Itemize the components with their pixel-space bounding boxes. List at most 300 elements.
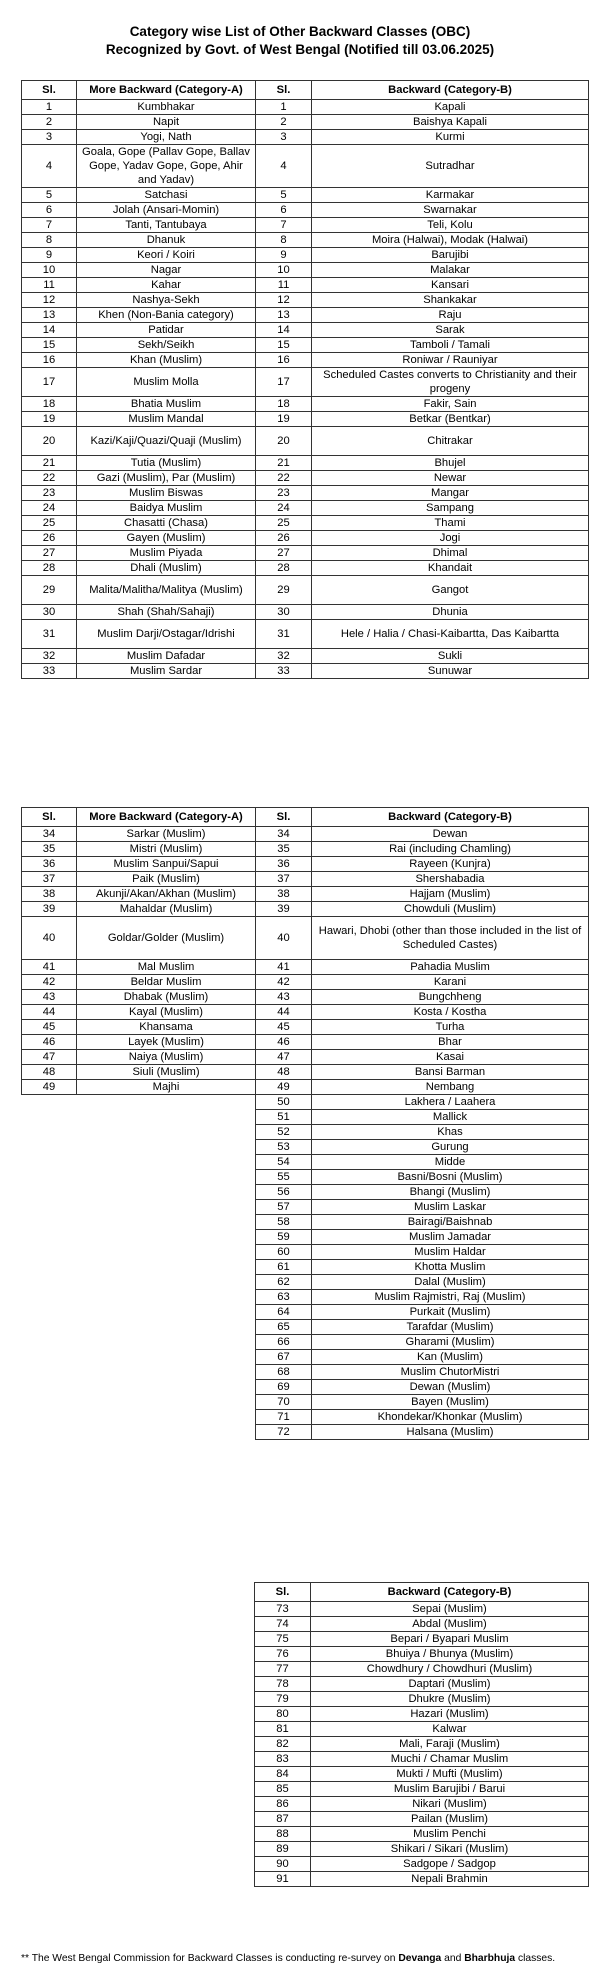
table-row	[22, 353, 589, 368]
empty-cell	[77, 1140, 256, 1155]
category-b-entry: Bansi Barman	[312, 1065, 589, 1080]
sl-number-a: 24	[22, 501, 77, 516]
table-row	[255, 1692, 589, 1707]
table-row	[22, 1320, 589, 1335]
category-b-entry: Mali, Faraji (Muslim)	[311, 1737, 589, 1752]
category-a-entry: Muslim Piyada	[77, 546, 256, 561]
category-b-entry: Khandait	[312, 561, 589, 576]
table-row	[22, 1410, 589, 1425]
sl-header: Sl.	[255, 1583, 311, 1602]
sl-number-b: 39	[256, 902, 312, 917]
category-a-entry: Muslim Biswas	[77, 486, 256, 501]
table-row	[22, 887, 589, 902]
category-b-entry: Purkait (Muslim)	[312, 1305, 589, 1320]
sl-number-b: 81	[255, 1722, 311, 1737]
sl-number-b: 22	[256, 471, 312, 486]
sl-number-a: 3	[22, 130, 77, 145]
category-b-entry: Khotta Muslim	[312, 1260, 589, 1275]
sl-number-b: 59	[256, 1230, 312, 1245]
empty-cell	[22, 1260, 77, 1275]
category-b-entry: Teli, Kolu	[312, 218, 589, 233]
category-b-entry: Dewan (Muslim)	[312, 1380, 589, 1395]
sl-number-b: 47	[256, 1050, 312, 1065]
empty-cell	[22, 1245, 77, 1260]
footnote-text: classes.	[515, 1953, 556, 1964]
sl-number-a: 15	[22, 338, 77, 353]
table-row	[22, 1035, 589, 1050]
sl-number-a: 47	[22, 1050, 77, 1065]
category-b-entry: Kasai	[312, 1050, 589, 1065]
sl-number-b: 68	[256, 1365, 312, 1380]
sl-number-b: 62	[256, 1275, 312, 1290]
category-b-entry: Tamboli / Tamali	[312, 338, 589, 353]
sl-number-a: 49	[22, 1080, 77, 1095]
category-b-entry: Chitrakar	[312, 427, 589, 456]
category-b-entry: Dhukre (Muslim)	[311, 1692, 589, 1707]
category-a-entry: Nagar	[77, 263, 256, 278]
sl-number-b: 75	[255, 1632, 311, 1647]
category-a-entry: Kazi/Kaji/Quazi/Quaji (Muslim)	[77, 427, 256, 456]
sl-number-b: 90	[255, 1857, 311, 1872]
sl-number-b: 23	[256, 486, 312, 501]
table-row	[22, 471, 589, 486]
sl-number-b: 32	[256, 649, 312, 664]
table-row	[255, 1752, 589, 1767]
sl-number-a: 14	[22, 323, 77, 338]
sl-number-a: 6	[22, 203, 77, 218]
empty-cell	[77, 1170, 256, 1185]
sl-number-b: 69	[256, 1380, 312, 1395]
category-a-entry: Muslim Molla	[77, 368, 256, 397]
empty-cell	[22, 1215, 77, 1230]
sl-number-a: 35	[22, 842, 77, 857]
table-row	[22, 872, 589, 887]
obc-table-part-3	[254, 1582, 589, 1887]
category-a-entry: Napit	[77, 115, 256, 130]
table-row	[22, 1065, 589, 1080]
table-row	[255, 1827, 589, 1842]
table-row	[22, 561, 589, 576]
sl-number-b: 12	[256, 293, 312, 308]
sl-number-b: 70	[256, 1395, 312, 1410]
category-a-entry: Mistri (Muslim)	[77, 842, 256, 857]
sl-number-a: 44	[22, 1005, 77, 1020]
category-b-entry: Turha	[312, 1020, 589, 1035]
category-a-entry: Yogi, Nath	[77, 130, 256, 145]
category-b-entry: Gurung	[312, 1140, 589, 1155]
category-a-entry: Dhabak (Muslim)	[77, 990, 256, 1005]
sl-number-b: 18	[256, 397, 312, 412]
sl-number-b: 7	[256, 218, 312, 233]
category-a-entry: Kayal (Muslim)	[77, 1005, 256, 1020]
category-b-entry: Kosta / Kostha	[312, 1005, 589, 1020]
sl-number-b: 1	[256, 100, 312, 115]
table-row	[22, 1005, 589, 1020]
table-row	[22, 1425, 589, 1440]
category-b-header: Backward (Category-B)	[311, 1583, 589, 1602]
category-b-entry: Pailan (Muslim)	[311, 1812, 589, 1827]
sl-header: Sl.	[256, 81, 312, 100]
empty-cell	[22, 1335, 77, 1350]
table-row	[22, 1200, 589, 1215]
empty-cell	[22, 1380, 77, 1395]
category-a-entry: Shah (Shah/Sahaji)	[77, 605, 256, 620]
sl-number-a: 21	[22, 456, 77, 471]
sl-number-b: 79	[255, 1692, 311, 1707]
sl-number-b: 51	[256, 1110, 312, 1125]
category-b-entry: Gharami (Muslim)	[312, 1335, 589, 1350]
category-a-entry: Kahar	[77, 278, 256, 293]
category-b-entry: Sutradhar	[312, 145, 589, 188]
empty-cell	[77, 1185, 256, 1200]
category-b-entry: Barujibi	[312, 248, 589, 263]
sl-number-b: 26	[256, 531, 312, 546]
category-b-entry: Basni/Bosni (Muslim)	[312, 1170, 589, 1185]
sl-number-b: 56	[256, 1185, 312, 1200]
sl-number-a: 34	[22, 827, 77, 842]
category-a-entry: Tutia (Muslim)	[77, 456, 256, 471]
table-row	[22, 975, 589, 990]
sl-number-a: 33	[22, 664, 77, 679]
category-b-entry: Bhujel	[312, 456, 589, 471]
sl-number-a: 2	[22, 115, 77, 130]
sl-number-b: 36	[256, 857, 312, 872]
category-a-entry: Malita/Malitha/Malitya (Muslim)	[77, 576, 256, 605]
empty-cell	[77, 1155, 256, 1170]
category-b-entry: Khas	[312, 1125, 589, 1140]
table-row	[22, 1290, 589, 1305]
category-b-entry: Bayen (Muslim)	[312, 1395, 589, 1410]
category-a-entry: Chasatti (Chasa)	[77, 516, 256, 531]
sl-number-b: 14	[256, 323, 312, 338]
category-b-entry: Lakhera / Laahera	[312, 1095, 589, 1110]
sl-number-a: 20	[22, 427, 77, 456]
category-b-entry: Swarnakar	[312, 203, 589, 218]
table-row	[22, 990, 589, 1005]
empty-cell	[77, 1395, 256, 1410]
sl-number-a: 27	[22, 546, 77, 561]
category-b-entry: Muslim Barujibi / Barui	[311, 1782, 589, 1797]
table-row	[22, 278, 589, 293]
table-row	[22, 917, 589, 960]
empty-cell	[22, 1305, 77, 1320]
category-a-entry: Muslim Sanpui/Sapui	[77, 857, 256, 872]
sl-number-a: 10	[22, 263, 77, 278]
sl-number-a: 40	[22, 917, 77, 960]
category-a-entry: Goldar/Golder (Muslim)	[77, 917, 256, 960]
category-a-entry: Muslim Dafadar	[77, 649, 256, 664]
category-b-entry: Nepali Brahmin	[311, 1872, 589, 1887]
sl-number-b: 63	[256, 1290, 312, 1305]
footnote-class-devanga: Devanga	[398, 1953, 442, 1964]
category-a-entry: Khan (Muslim)	[77, 353, 256, 368]
category-b-entry: Khondekar/Khonkar (Muslim)	[312, 1410, 589, 1425]
category-b-entry: Kansari	[312, 278, 589, 293]
category-a-entry: Goala, Gope (Pallav Gope, Ballav Gope, Yadav Gope, Gope, Ahir and Yadav)	[77, 145, 256, 188]
sl-number-b: 53	[256, 1140, 312, 1155]
category-b-entry: Rai (including Chamling)	[312, 842, 589, 857]
category-a-entry: Naiya (Muslim)	[77, 1050, 256, 1065]
table-row	[255, 1707, 589, 1722]
category-b-entry: Kalwar	[311, 1722, 589, 1737]
sl-number-b: 58	[256, 1215, 312, 1230]
category-b-entry: Dewan	[312, 827, 589, 842]
table-header-row	[255, 1583, 589, 1602]
sl-number-b: 48	[256, 1065, 312, 1080]
table-row	[22, 427, 589, 456]
empty-cell	[22, 1275, 77, 1290]
table-row	[255, 1722, 589, 1737]
empty-cell	[22, 1425, 77, 1440]
sl-number-b: 76	[255, 1647, 311, 1662]
category-a-header: More Backward (Category-A)	[77, 808, 256, 827]
category-b-entry: Moira (Halwai), Modak (Halwai)	[312, 233, 589, 248]
category-b-entry: Malakar	[312, 263, 589, 278]
category-b-entry: Sampang	[312, 501, 589, 516]
table-row	[255, 1857, 589, 1872]
empty-cell	[22, 1350, 77, 1365]
table-row	[22, 323, 589, 338]
table-row	[22, 1095, 589, 1110]
sl-number-b: 87	[255, 1812, 311, 1827]
category-b-entry: Chowduli (Muslim)	[312, 902, 589, 917]
category-b-entry: Muslim Penchi	[311, 1827, 589, 1842]
sl-number-b: 42	[256, 975, 312, 990]
category-a-header: More Backward (Category-A)	[77, 81, 256, 100]
category-b-entry: Chowdhury / Chowdhuri (Muslim)	[311, 1662, 589, 1677]
sl-number-a: 30	[22, 605, 77, 620]
table-row	[255, 1677, 589, 1692]
sl-number-b: 55	[256, 1170, 312, 1185]
category-a-entry: Mal Muslim	[77, 960, 256, 975]
sl-number-b: 5	[256, 188, 312, 203]
sl-header: Sl.	[22, 81, 77, 100]
category-b-entry: Tarafdar (Muslim)	[312, 1320, 589, 1335]
sl-number-b: 38	[256, 887, 312, 902]
sl-number-a: 31	[22, 620, 77, 649]
table-header-row	[22, 81, 589, 100]
sl-number-b: 86	[255, 1797, 311, 1812]
category-b-entry: Daptari (Muslim)	[311, 1677, 589, 1692]
sl-number-a: 28	[22, 561, 77, 576]
sl-header: Sl.	[256, 808, 312, 827]
sl-number-b: 4	[256, 145, 312, 188]
table-row	[255, 1632, 589, 1647]
sl-number-a: 11	[22, 278, 77, 293]
category-b-entry: Shankakar	[312, 293, 589, 308]
sl-number-a: 13	[22, 308, 77, 323]
table-row	[22, 188, 589, 203]
sl-number-b: 8	[256, 233, 312, 248]
table-row	[22, 203, 589, 218]
category-b-entry: Mukti / Mufti (Muslim)	[311, 1767, 589, 1782]
sl-number-a: 29	[22, 576, 77, 605]
category-b-entry: Muchi / Chamar Muslim	[311, 1752, 589, 1767]
table-row	[22, 842, 589, 857]
table-row	[22, 1335, 589, 1350]
category-a-entry: Akunji/Akan/Akhan (Muslim)	[77, 887, 256, 902]
category-a-entry: Siuli (Muslim)	[77, 1065, 256, 1080]
sl-number-b: 50	[256, 1095, 312, 1110]
table-header-row	[22, 808, 589, 827]
sl-header: Sl.	[22, 808, 77, 827]
empty-cell	[77, 1110, 256, 1125]
sl-number-b: 19	[256, 412, 312, 427]
table-row	[22, 115, 589, 130]
category-b-entry: Muslim Laskar	[312, 1200, 589, 1215]
sl-number-a: 4	[22, 145, 77, 188]
table-row	[22, 546, 589, 561]
category-b-entry: Bhar	[312, 1035, 589, 1050]
category-b-entry: Hajjam (Muslim)	[312, 887, 589, 902]
footnote	[21, 1952, 591, 1965]
table-row	[22, 1125, 589, 1140]
category-b-entry: Dhunia	[312, 605, 589, 620]
obc-table-part-1	[21, 80, 589, 679]
category-b-entry: Sarak	[312, 323, 589, 338]
table-row	[22, 218, 589, 233]
category-a-entry: Tanti, Tantubaya	[77, 218, 256, 233]
category-b-header: Backward (Category-B)	[312, 81, 589, 100]
sl-number-b: 49	[256, 1080, 312, 1095]
sl-number-b: 41	[256, 960, 312, 975]
category-b-entry: Jogi	[312, 531, 589, 546]
table-row	[22, 233, 589, 248]
category-b-entry: Newar	[312, 471, 589, 486]
category-b-entry: Sukli	[312, 649, 589, 664]
sl-number-b: 83	[255, 1752, 311, 1767]
empty-cell	[77, 1365, 256, 1380]
sl-number-a: 18	[22, 397, 77, 412]
sl-number-b: 20	[256, 427, 312, 456]
category-b-entry: Nikari (Muslim)	[311, 1797, 589, 1812]
empty-cell	[22, 1320, 77, 1335]
table-row	[22, 1380, 589, 1395]
category-b-entry: Kurmi	[312, 130, 589, 145]
category-a-entry: Satchasi	[77, 188, 256, 203]
table-row	[22, 308, 589, 323]
table-row	[22, 1080, 589, 1095]
table-row	[22, 857, 589, 872]
sl-number-a: 23	[22, 486, 77, 501]
category-b-entry: Shershabadia	[312, 872, 589, 887]
table-row	[255, 1737, 589, 1752]
table-row	[22, 1305, 589, 1320]
table-row	[255, 1602, 589, 1617]
category-b-entry: Scheduled Castes converts to Christianity and their progeny	[312, 368, 589, 397]
sl-number-b: 57	[256, 1200, 312, 1215]
table-row	[22, 412, 589, 427]
sl-number-b: 31	[256, 620, 312, 649]
category-b-entry: Hazari (Muslim)	[311, 1707, 589, 1722]
sl-number-b: 65	[256, 1320, 312, 1335]
empty-cell	[77, 1380, 256, 1395]
table-row	[22, 649, 589, 664]
category-b-entry: Muslim Rajmistri, Raj (Muslim)	[312, 1290, 589, 1305]
table-row	[255, 1782, 589, 1797]
sl-number-a: 41	[22, 960, 77, 975]
footnote-text: and	[441, 1953, 465, 1964]
category-b-entry: Rayeen (Kunjra)	[312, 857, 589, 872]
empty-cell	[22, 1110, 77, 1125]
sl-number-b: 46	[256, 1035, 312, 1050]
table-row	[22, 293, 589, 308]
sl-number-b: 72	[256, 1425, 312, 1440]
sl-number-a: 26	[22, 531, 77, 546]
table-row	[255, 1767, 589, 1782]
sl-number-b: 11	[256, 278, 312, 293]
sl-number-b: 21	[256, 456, 312, 471]
table-row	[22, 960, 589, 975]
sl-number-b: 61	[256, 1260, 312, 1275]
sl-number-b: 34	[256, 827, 312, 842]
category-a-entry: Nashya-Sekh	[77, 293, 256, 308]
empty-cell	[22, 1230, 77, 1245]
sl-number-b: 37	[256, 872, 312, 887]
table-row	[22, 1155, 589, 1170]
footnote-text: ** The West Bengal Commission for Backward Classes is conducting re-survey on	[21, 1953, 399, 1964]
category-b-entry: Hele / Halia / Chasi-Kaibartta, Das Kaibartta	[312, 620, 589, 649]
obc-table-part-2	[21, 807, 589, 1440]
sl-number-a: 36	[22, 857, 77, 872]
sl-number-a: 38	[22, 887, 77, 902]
table-row	[255, 1842, 589, 1857]
empty-cell	[22, 1365, 77, 1380]
empty-cell	[77, 1410, 256, 1425]
sl-number-b: 3	[256, 130, 312, 145]
table-row	[22, 456, 589, 471]
sl-number-b: 52	[256, 1125, 312, 1140]
category-b-entry: Dhimal	[312, 546, 589, 561]
empty-cell	[22, 1140, 77, 1155]
category-b-entry: Sadgope / Sadgop	[311, 1857, 589, 1872]
category-b-entry: Bhuiya / Bhunya (Muslim)	[311, 1647, 589, 1662]
category-b-entry: Hawari, Dhobi (other than those included in the list of Scheduled Castes)	[312, 917, 589, 960]
sl-number-b: 64	[256, 1305, 312, 1320]
sl-number-b: 40	[256, 917, 312, 960]
sl-number-a: 7	[22, 218, 77, 233]
sl-number-b: 89	[255, 1842, 311, 1857]
empty-cell	[77, 1260, 256, 1275]
empty-cell	[22, 1185, 77, 1200]
sl-number-b: 28	[256, 561, 312, 576]
empty-cell	[77, 1335, 256, 1350]
sl-number-b: 16	[256, 353, 312, 368]
sl-number-b: 77	[255, 1662, 311, 1677]
sl-number-b: 24	[256, 501, 312, 516]
page-title	[0, 23, 600, 59]
category-a-entry: Sarkar (Muslim)	[77, 827, 256, 842]
sl-number-a: 12	[22, 293, 77, 308]
empty-cell	[22, 1410, 77, 1425]
table-row	[22, 1395, 589, 1410]
table-row	[22, 397, 589, 412]
category-b-entry: Muslim ChutorMistri	[312, 1365, 589, 1380]
empty-cell	[77, 1125, 256, 1140]
sl-number-b: 74	[255, 1617, 311, 1632]
category-a-entry: Jolah (Ansari-Momin)	[77, 203, 256, 218]
category-a-entry: Patidar	[77, 323, 256, 338]
table-row	[22, 1140, 589, 1155]
empty-cell	[77, 1200, 256, 1215]
table-row	[22, 1365, 589, 1380]
category-b-entry: Bairagi/Baishnab	[312, 1215, 589, 1230]
category-a-entry: Paik (Muslim)	[77, 872, 256, 887]
empty-cell	[77, 1425, 256, 1440]
empty-cell	[77, 1230, 256, 1245]
table-row	[255, 1617, 589, 1632]
category-b-entry: Midde	[312, 1155, 589, 1170]
